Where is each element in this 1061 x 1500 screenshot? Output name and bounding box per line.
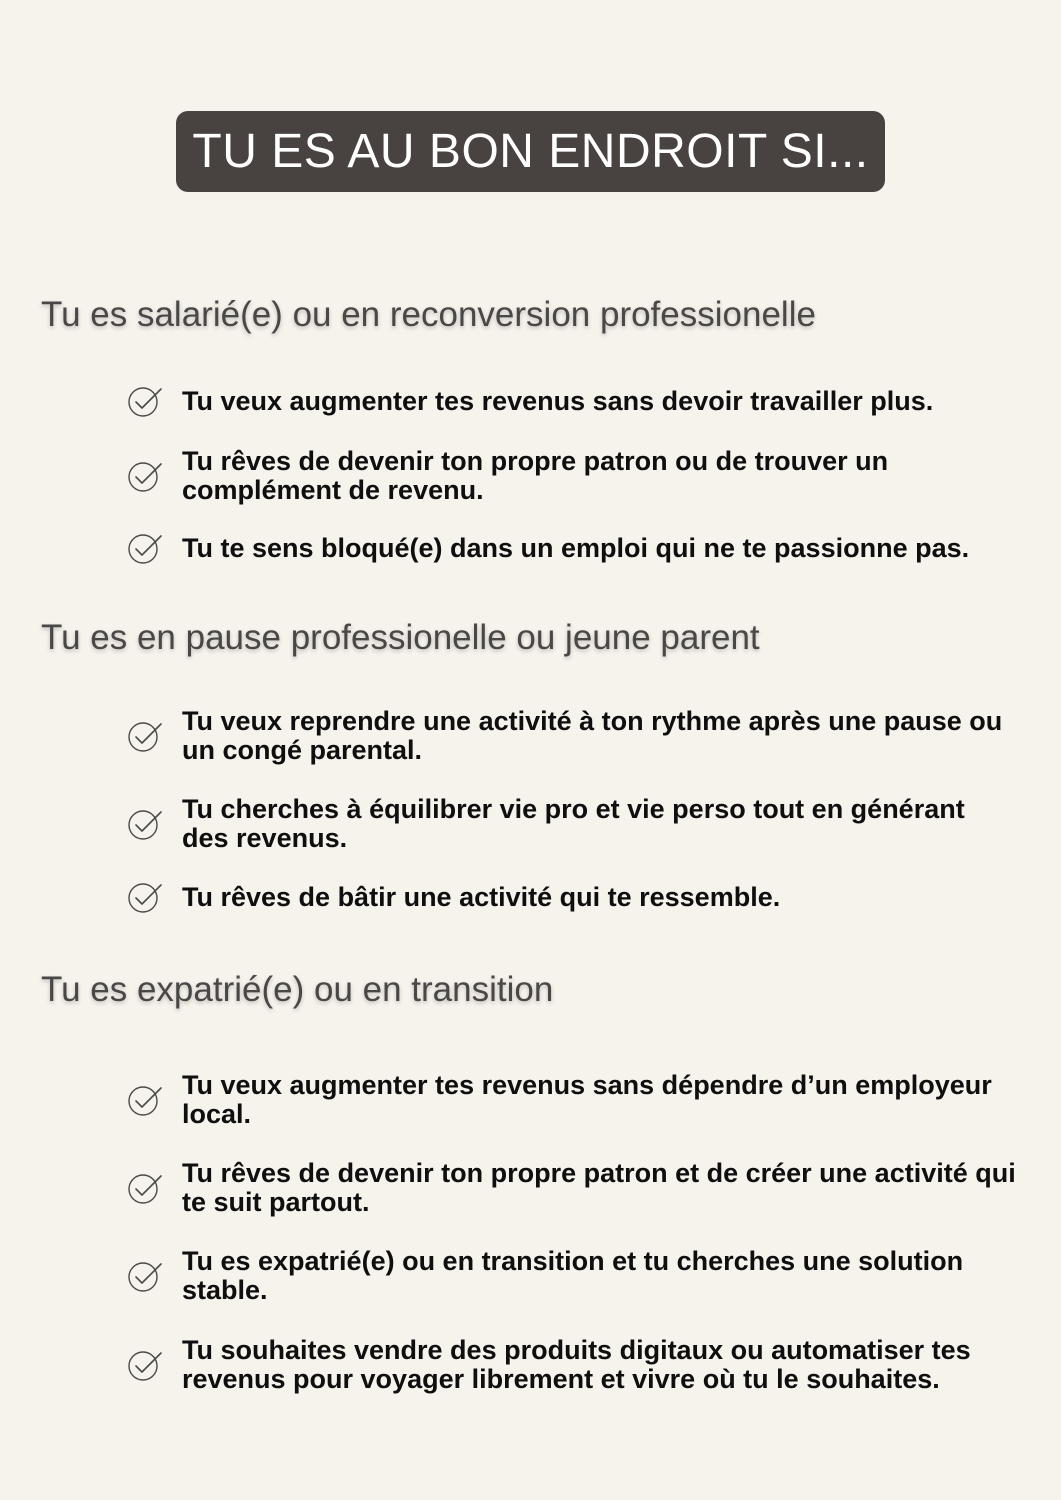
section-heading-expatrie: Tu es expatrié(e) ou en transition <box>41 970 554 1009</box>
circle-check-icon <box>126 459 164 493</box>
list-item-text: Tu rêves de devenir ton propre patron ou de trouver un complément de revenu. <box>182 446 889 505</box>
list-item <box>126 876 1016 918</box>
circle-check-icon <box>126 1171 164 1205</box>
page-title: TU ES AU BON ENDROIT SI... <box>192 125 869 178</box>
circle-check-icon <box>126 1083 164 1117</box>
list-item-text: Tu es expatrié(e) ou en transition et tu cherches une solution stable. <box>182 1246 964 1305</box>
list-item <box>126 1245 1016 1307</box>
circle-check-icon <box>126 807 164 841</box>
list-item-text: Tu veux reprendre une activité à ton rythme après une pause ou un congé parental. <box>182 706 1003 765</box>
list-item <box>126 380 1016 422</box>
list-item <box>126 1069 1016 1131</box>
title-banner <box>176 111 885 192</box>
list-item <box>126 1157 1016 1219</box>
list-item <box>126 705 1016 767</box>
circle-check-icon <box>126 531 164 565</box>
list-item-text: Tu veux augmenter tes revenus sans devoir travailler plus. <box>182 385 934 416</box>
list-item-text: Tu te sens bloqué(e) dans un emploi qui ne te passionne pas. <box>182 532 970 563</box>
list-item <box>126 527 1016 569</box>
circle-check-icon <box>126 880 164 914</box>
list-item-text: Tu veux augmenter tes revenus sans dépendre d’un employeur local. <box>182 1070 992 1129</box>
list-item <box>126 793 1016 855</box>
list-item-text: Tu cherches à équilibrer vie pro et vie perso tout en générant des revenus. <box>182 794 965 853</box>
circle-check-icon <box>126 719 164 753</box>
section-heading-pause: Tu es en pause professionelle ou jeune parent <box>41 618 760 657</box>
list-item <box>126 445 1016 507</box>
section-heading-salarie: Tu es salarié(e) ou en reconversion professionelle <box>41 295 816 334</box>
circle-check-icon <box>126 384 164 418</box>
circle-check-icon <box>126 1348 164 1382</box>
circle-check-icon <box>126 1259 164 1293</box>
list-item-text: Tu rêves de bâtir une activité qui te ressemble. <box>182 881 781 912</box>
list-item <box>126 1334 1016 1396</box>
list-item-text: Tu rêves de devenir ton propre patron et de créer une activité qui te suit partout. <box>182 1158 1016 1217</box>
list-item-text: Tu souhaites vendre des produits digitaux ou automatiser tes revenus pour voyager librement et vivre où tu le souhaites. <box>182 1335 971 1394</box>
